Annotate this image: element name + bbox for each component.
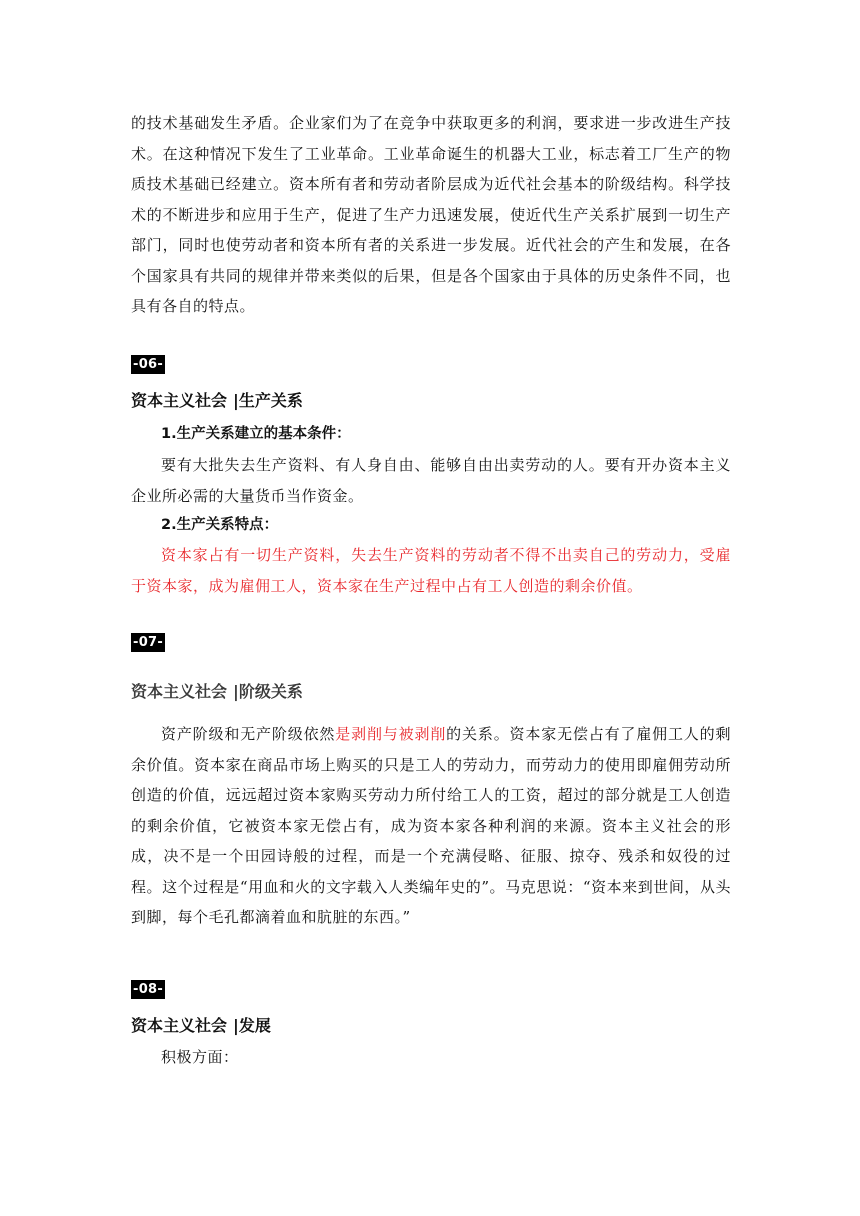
section-08-heading-main: 资本主义社会	[131, 1016, 228, 1035]
section-07-text-highlight: 是剥削与被剥削	[335, 725, 447, 743]
section-07-text-after: 的关系。资本家无偿占有了雇佣工人的剩余价值。资本家在商品市场上购买的只是工人的劳动力，而劳动力的使用即雇佣劳动所创造的价值，远远超过资本家购买劳动力所付给工人的工资，超过的部分就是工人创造的剩余价值，它被资本家无偿占有，成为资本家各种利润的来源。资本主义社会的形成，决不是一个田园诗般的过程，而是一个充满侵略、征服、掠夺、残杀和奴役的过程。这个过程是“用血和火的文字载入人类编年史的”。马克思说：“资本来到世间，从头到脚，每个毛孔都滴着血和肮脏的东西。”	[131, 725, 731, 926]
section-08-heading-sub: |发展	[233, 1016, 271, 1035]
section-06-heading-main: 资本主义社会	[131, 391, 228, 410]
section-07-heading-sub: |阶级关系	[233, 682, 303, 701]
section-08-badge: -08-	[133, 982, 164, 997]
section-08-body	[131, 1042, 731, 1073]
section-07-heading-main: 资本主义社会	[131, 682, 228, 701]
section-07-text-before: 资产阶级和无产阶级依然	[161, 725, 336, 743]
section-06-point1-title: 1.生产关系建立的基本条件：	[161, 426, 351, 442]
section-07-paragraph	[131, 719, 731, 933]
section-06-badge: -06-	[133, 357, 164, 372]
intro-paragraph: 的技术基础发生矛盾。企业家们为了在竞争中获取更多的利润，要求进一步改进生产技术。在这种情况下发生了工业革命。工业革命诞生的机器大工业，标志着工厂生产的物质技术基础已经建立。资本所有者和劳动者阶层成为近代社会基本的阶级结构。科学技术的不断进步和应用于生产，促进了生产力迅速发展，使近代生产关系扩展到一切生产部门，同时也使劳动者和资本所有者的关系进一步发展。近代社会的产生和发展，在各个国家具有共同的规律并带来类似的后果，但是各个国家由于具体的历史条件不同，也具有各自的特点。	[131, 114, 731, 315]
section-07-heading	[131, 681, 303, 703]
section-06-point2-text: 资本家占有一切生产资料，失去生产资料的劳动者不得不出卖自己的劳动力，受雇于资本家，成为雇佣工人，资本家在生产过程中占有工人创造的剩余价值。	[131, 546, 731, 595]
section-06-point2-body	[131, 540, 731, 601]
section-07-body	[131, 719, 731, 933]
section-06-heading	[131, 390, 303, 412]
section-07-badge: -07-	[133, 635, 164, 650]
section-06-point2-title: 2.生产关系特点：	[161, 517, 279, 533]
section-06-point1-text: 要有大批失去生产资料、有人身自由、能够自由出卖劳动的人。要有开办资本主义企业所必需的大量货币当作资金。	[131, 456, 731, 505]
section-06-point1-body	[131, 450, 731, 511]
section-08-heading	[131, 1015, 271, 1037]
intro-section	[131, 108, 731, 322]
section-08-text: 积极方面：	[161, 1048, 239, 1066]
section-06-heading-sub: |生产关系	[233, 391, 303, 410]
